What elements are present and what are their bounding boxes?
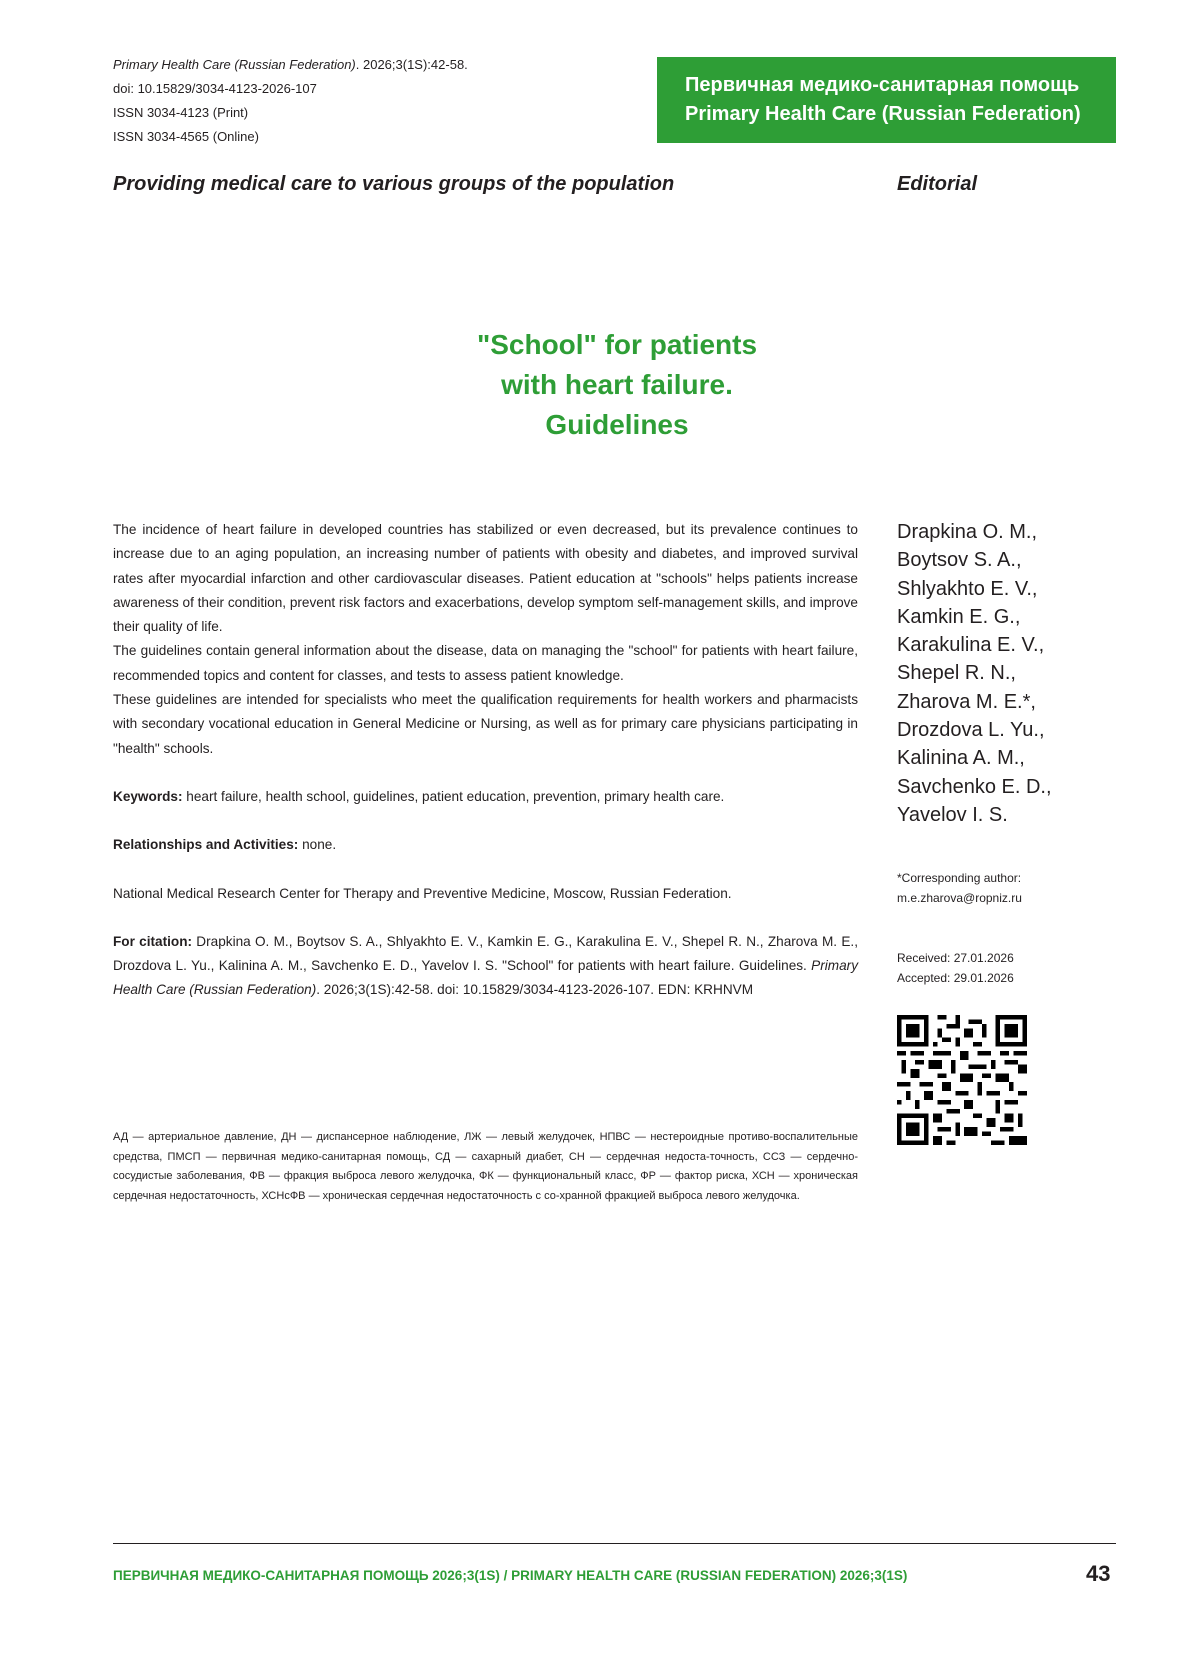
corresponding-email[interactable]: m.e.zharova@ropniz.ru <box>897 891 1022 905</box>
section-heading: Providing medical care to various groups of the population <box>113 173 675 195</box>
journal-meta <box>113 53 468 149</box>
author: Kamkin E. G., <box>897 605 1021 628</box>
relationships <box>113 833 858 857</box>
citation-label: For citation: <box>113 933 193 949</box>
title-line-1: "School" for patients <box>476 329 758 360</box>
issn-print: ISSN 3034-4123 (Print) <box>113 105 249 120</box>
article-title <box>352 325 882 445</box>
running-footer: ПЕРВИЧНАЯ МЕДИКО-САНИТАРНАЯ ПОМОЩЬ 2026;3(1S) / PRIMARY HEALTH CARE (RUSSIAN FEDERATION) 2026;3(1S) <box>113 1568 908 1583</box>
corresponding-label: *Corresponding author: <box>897 871 1022 885</box>
badge-title-ru: Первичная медико-санитарная помощь <box>685 74 1080 96</box>
abstract-paragraph-1: The incidence of heart failure in developed countries has stabilized or even decreased, but its prevalence continues to increase due to an aging population, an increasing number of patients with obesity and diabetes, and improved survival rates after myocardial infarction and other cardiovascular diseases. Patient education at "schools" helps patients increase awareness of their condition, prevent risk factors and exacerbations, develop symptom self-management skills, and improve their quality of life. <box>113 522 858 635</box>
author-list <box>897 518 1052 829</box>
author: Shepel R. N., <box>897 662 1016 685</box>
author: Kalinina A. M., <box>897 747 1025 770</box>
abstract-paragraph-2: The guidelines contain general information about the disease, data on managing the "school" for patients with heart failure, recommended topics and content for classes, and tests to assess patient knowledge. <box>113 643 858 683</box>
journal-badge <box>657 57 1116 143</box>
accepted-date: Accepted: 29.01.2026 <box>897 971 1014 985</box>
author: Savchenko E. D., <box>897 775 1052 798</box>
author: Zharova M. E.*, <box>897 690 1036 713</box>
citation-text-end: . 2026;3(1S):42-58. doi: 10.15829/3034-4123-2026-107. EDN: KRHNVM <box>316 982 754 998</box>
author: Boytsov S. A., <box>897 549 1022 572</box>
citation-text: Drapkina O. M., Boytsov S. A., Shlyakhto E. V., Kamkin E. G., Karakulina E. V., Shepel R. N., Zharova M. E., Drozdova L. Yu., Kalinina A. M., Savchenko E. D., Yavelov I. S. "School" for patients with heart failure. Guidelines. <box>113 933 858 974</box>
affiliation: National Medical Research Center for Therapy and Preventive Medicine, Moscow, Russian Federation. <box>113 885 732 901</box>
doi-line: doi: 10.15829/3034-4123-2026-107 <box>113 81 317 96</box>
article-dates <box>897 948 1014 988</box>
keywords-text: heart failure, health school, guidelines, patient education, prevention, primary health care. <box>182 788 725 804</box>
relationships-text: none. <box>298 837 337 853</box>
abbreviations: АД — артериальное давление, ДН — диспансерное наблюдение, ЛЖ — левый желудочек, НПВС — нестероидные противо-воспалительные средства, ПМСП — первичная медико-санитарная помощь, СД — сахарный диабет, СН — сердечная недоста-точность, ССЗ — сердечно-сосудистые заболевания, ФВ — фракция выброса левого желудочка, ФК — функциональный класс, ФР — фактор риска, ХСН — хроническая сердечная недостаточность, ХСНсФВ — хроническая сердечная недостаточность с со-хранной фракцией выброса левого желудочка. <box>113 1131 858 1202</box>
author: Yavelov I. S. <box>897 803 1008 826</box>
qr-code-icon[interactable] <box>897 1015 1027 1145</box>
abstract-paragraph-3: These guidelines are intended for specialists who meet the qualification requirements for health workers and pharmacists with secondary vocational education in General Medicine or Nursing, as well as for primary care physicians participating in "health" schools. <box>113 692 858 756</box>
author: Karakulina E. V., <box>897 634 1045 657</box>
title-line-2: with heart failure. <box>501 369 733 400</box>
author: Drapkina O. M., <box>897 521 1038 543</box>
author: Shlyakhto E. V., <box>897 577 1038 600</box>
rubric-label: Editorial <box>897 173 978 195</box>
abstract <box>113 518 858 1003</box>
keywords <box>113 785 858 809</box>
journal-line: Primary Health Care (Russian Federation). 2026;3(1S):42-58. <box>113 57 468 72</box>
badge-title-en: Primary Health Care (Russian Federation) <box>685 103 1081 125</box>
citation <box>113 930 858 1003</box>
footer-divider <box>113 1543 1116 1544</box>
author: Drozdova L. Yu., <box>897 719 1045 742</box>
citation-journal: Primary Health Care (Russian Federation) <box>113 958 858 998</box>
keywords-label: Keywords: <box>113 788 183 804</box>
relationships-label: Relationships and Activities: <box>113 837 299 853</box>
title-line-3: Guidelines <box>545 409 689 440</box>
corresponding-author <box>897 868 1022 908</box>
received-date: Received: 27.01.2026 <box>897 951 1014 965</box>
page-number: 43 <box>1086 1561 1111 1586</box>
issn-online: ISSN 3034-4565 (Online) <box>113 129 259 144</box>
